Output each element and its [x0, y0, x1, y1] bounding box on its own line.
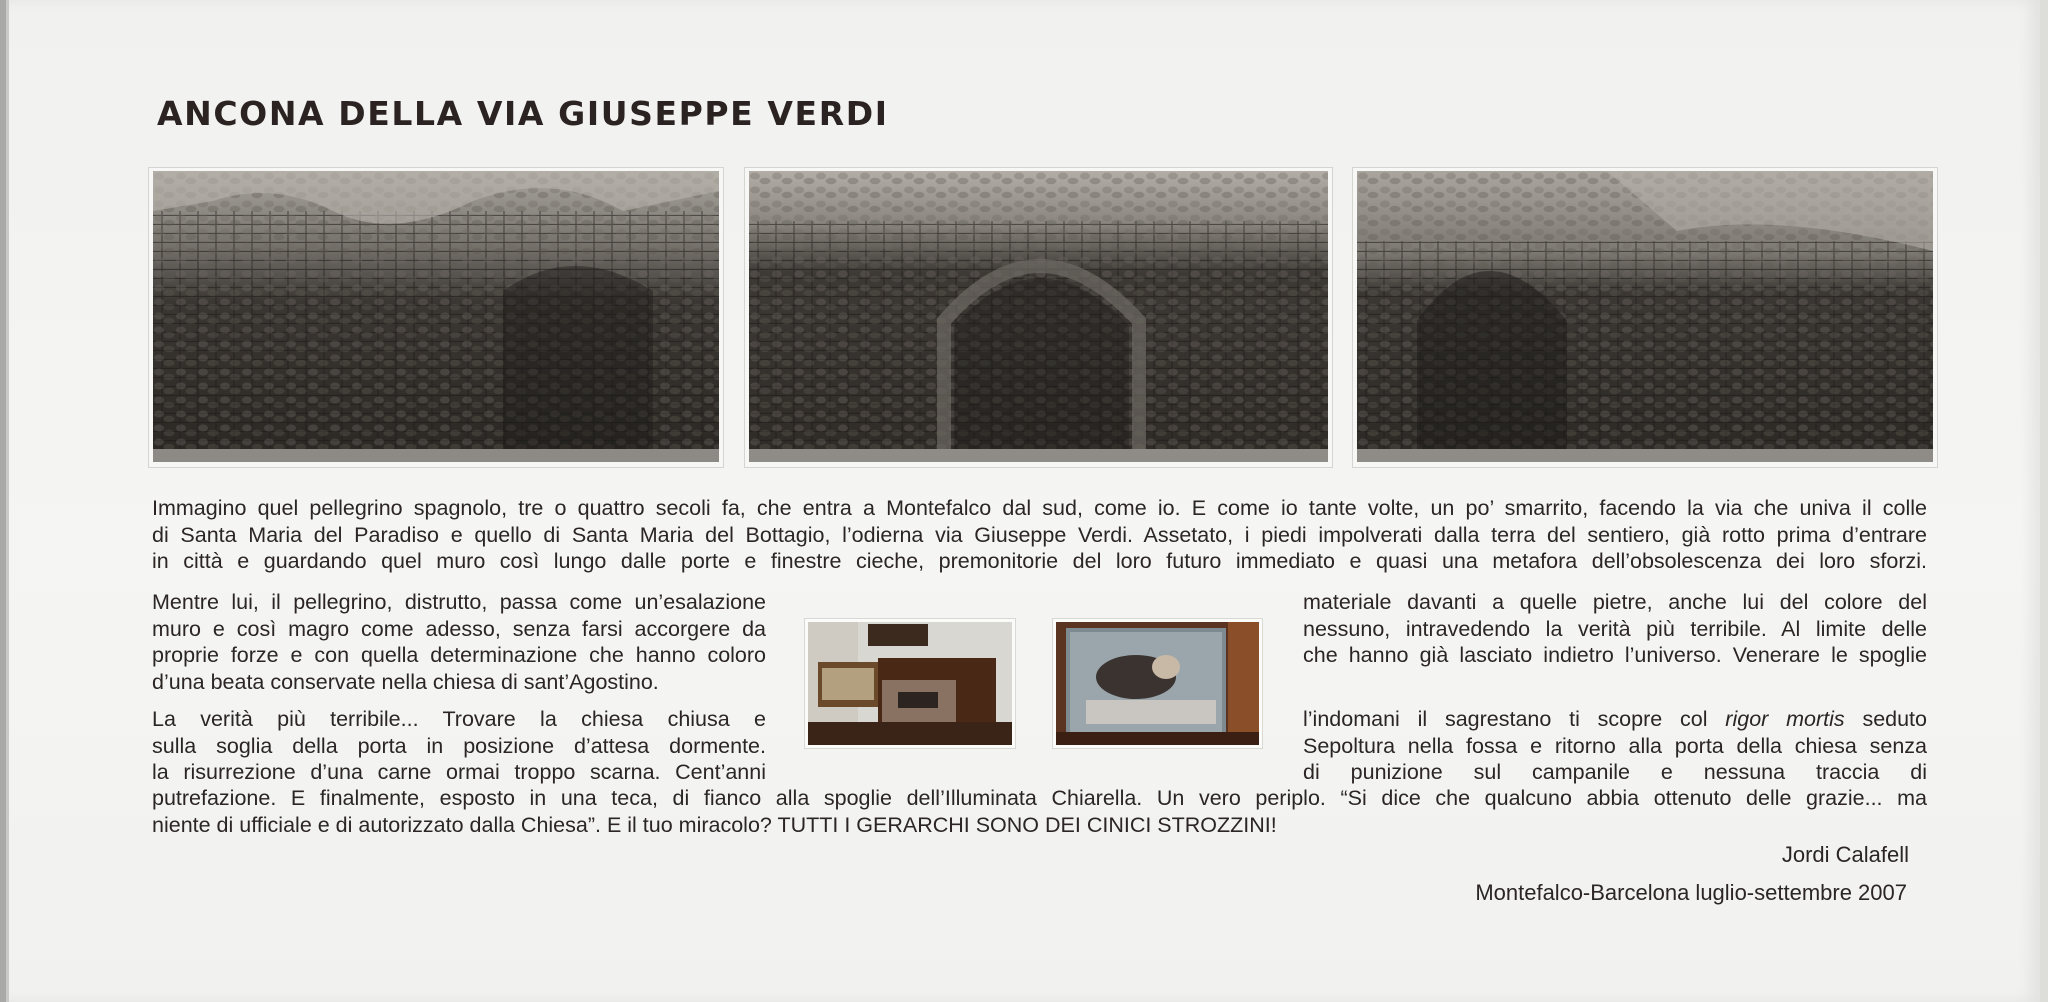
italic-term: rigor mortis [1725, 707, 1845, 731]
right-column-paragraph-2 [1303, 706, 1927, 786]
left-column-line: d’una beata conservate nella chiesa di sant’Agostino. [152, 669, 659, 694]
right-column-paragraph-1 [1303, 589, 1927, 669]
wall-photo-left-image [153, 171, 719, 462]
right-column-line: che hanno già lasciato indietro l’universo. Venerare le spoglie [1303, 643, 1927, 668]
left-column-line: La verità più terribile... Trovare la chiesa chiusa e [152, 707, 766, 731]
exhibition-panel [6, 0, 2040, 1002]
right-column-line [1303, 706, 1927, 733]
right-column-line: di punizione sul campanile e nessuna traccia di [1303, 760, 1927, 785]
right-column-line: nessuno, intravedendo la verità più terribile. Al limite delle [1303, 616, 1927, 641]
closing-paragraph [152, 785, 1927, 838]
left-column-line: muro e così magro come adesso, senza farsi accorgere da [152, 616, 766, 641]
closing-line: niente di ufficiale e di autorizzato dalla Chiesa”. E il tuo miracolo? TUTTI I GERARCHI SONO DEI CINICI STROZZINI! [152, 812, 1277, 837]
intro-paragraph [152, 495, 1927, 575]
intro-line: di Santa Maria del Paradiso e quello di Santa Maria del Bottagio, l’odierna via Giuseppe Verdi. Assetato, i piedi impolverati dalla terra del sentiero, già rotto prima d’entrare [152, 522, 1927, 547]
reliquary-photo-left-image [808, 622, 1012, 745]
author-signature: Jordi Calafell [1781, 842, 1909, 867]
reliquary-photo-right [1053, 619, 1262, 748]
left-column-line: Mentre lui, il pellegrino, distrutto, passa come un’esalazione [152, 590, 766, 614]
right-column-text: l’indomani il sagrestano ti scopre col [1303, 707, 1726, 731]
right-column-line: Sepoltura nella fossa e ritorno alla porta della chiesa senza [1303, 733, 1927, 758]
left-column-line: proprie forze e con quella determinazione che hanno coloro [152, 643, 766, 668]
wall-photo-right [1353, 168, 1937, 467]
left-column-line: la risurrezione d’una carne ormai troppo scarna. Cent’anni [152, 760, 766, 785]
right-column-line: materiale davanti a quelle pietre, anche lui del colore del [1303, 590, 1927, 614]
wall-photo-center [745, 168, 1332, 467]
right-column-text: seduto [1844, 707, 1927, 731]
left-column-paragraph-1 [152, 589, 766, 695]
intro-line: Immagino quel pellegrino spagnolo, tre o quattro secoli fa, che entra a Montefalco dal sud, come io. E come io tante volte, un po’ smarrito, facendo la via che univa il colle [152, 496, 1927, 520]
wall-photo-center-image [749, 171, 1328, 462]
left-column-line: sulla soglia della porta in posizione d’attesa dormente. [152, 733, 766, 758]
wall-photo-right-image [1357, 171, 1933, 462]
reliquary-photo-left [805, 619, 1015, 748]
page-title: ANCONA DELLA VIA GIUSEPPE VERDI [157, 94, 889, 133]
panel-right-edge [2040, 0, 2048, 1002]
closing-line: putrefazione. E finalmente, esposto in una teca, di fianco alla spoglie dell’Illuminata Chiarella. Un vero periplo. “Si dice che qualcuno abbia ottenuto delle grazie... ma [152, 786, 1927, 810]
place-and-date: Montefalco-Barcelona luglio-settembre 2007 [1475, 880, 1907, 905]
reliquary-photo-right-image [1056, 622, 1259, 745]
wall-photo-left [149, 168, 723, 467]
intro-line: in città e guardando quel muro così lungo dalle porte e finestre cieche, premonitorie del loro futuro immediato e quasi una metafora dell’obsolescenza dei loro sforzi. [152, 549, 1927, 574]
left-column-paragraph-2 [152, 706, 766, 786]
